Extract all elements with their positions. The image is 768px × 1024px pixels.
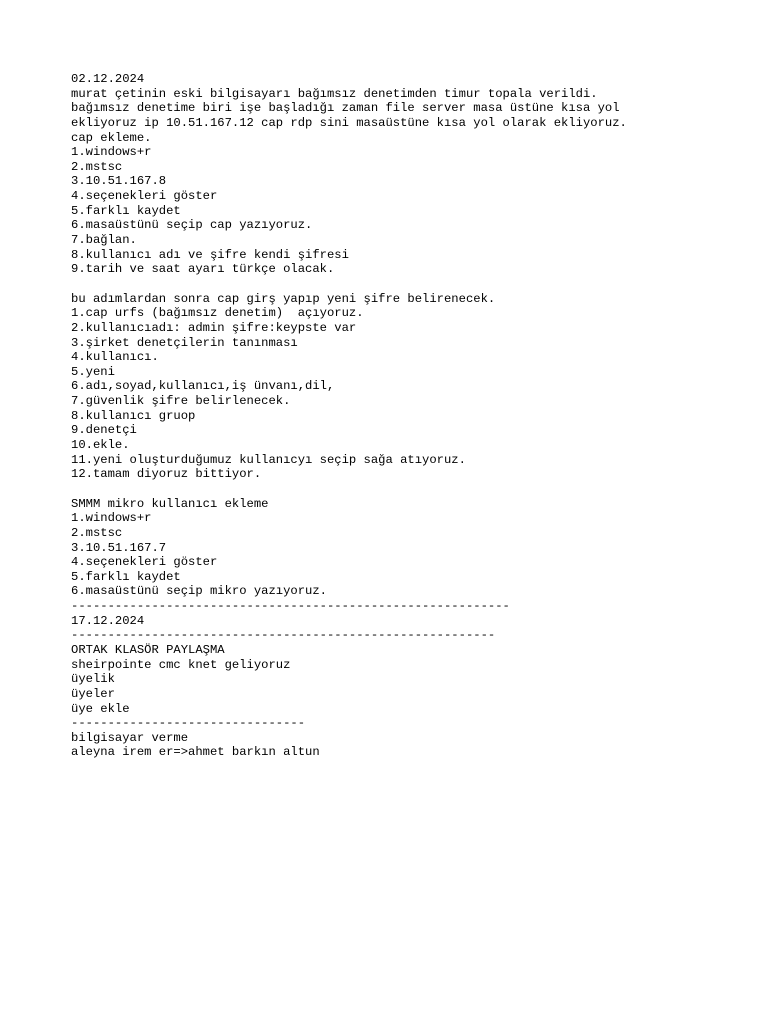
text-line: 9.denetçi (71, 423, 137, 438)
blank-line (71, 277, 751, 292)
text-line: ORTAK KLASÖR PAYLAŞMA (71, 642, 225, 657)
text-line: 4.kullanıcı. (71, 350, 159, 365)
text-line: üye ekle (71, 701, 130, 716)
text-line: SMMM mikro kullanıcı ekleme (71, 496, 269, 511)
text-line: 12.tamam diyoruz bittiyor. (71, 467, 262, 482)
blank-line (71, 482, 751, 497)
text-line: 3.10.51.167.7 (71, 540, 167, 555)
text-line: 7.güvenlik şifre belirlenecek. (71, 394, 291, 409)
text-line: 8.kullanıcı gruop (71, 408, 196, 423)
text-line: ekliyoruz ip 10.51.167.12 cap rdp sini masaüstüne kısa yol olarak ekliyoruz. (71, 115, 627, 130)
document-page (71, 72, 751, 760)
text-line: 2.mstsc (71, 159, 123, 174)
text-line: üyelik (71, 672, 115, 687)
text-line: 2.mstsc (71, 525, 123, 540)
text-line: 5.yeni (71, 364, 115, 379)
text-line: üyeler (71, 686, 115, 701)
text-line: bilgisayar verme (71, 730, 189, 745)
text-line: 5.farklı kaydet (71, 203, 181, 218)
text-line: 11.yeni oluşturduğumuz kullanıcyı seçip sağa atıyoruz. (71, 452, 466, 467)
separator-line: -------------------------------- (71, 716, 306, 731)
text-line: sheirpointe cmc knet geliyoruz (71, 657, 291, 672)
text-line: 10.ekle. (71, 438, 130, 453)
text-line: murat çetinin eski bilgisayarı bağımsız denetimden timur topala verildi. (71, 86, 598, 101)
text-line: 3.şirket denetçilerin tanınması (71, 335, 298, 350)
text-line: 02.12.2024 (71, 72, 145, 86)
text-line: 9.tarih ve saat ayarı türkçe olacak. (71, 262, 335, 277)
text-line: 3.10.51.167.8 (71, 174, 167, 189)
separator-line: ------------------------------------------------------------ (71, 599, 510, 614)
text-line: aleyna irem er=>ahmet barkın altun (71, 745, 320, 760)
text-line: 5.farklı kaydet (71, 569, 181, 584)
text-line: 6.masaüstünü seçip mikro yazıyoruz. (71, 584, 327, 599)
separator-line: ---------------------------------------------------------- (71, 628, 496, 643)
text-line: 4.seçenekleri göster (71, 555, 218, 570)
text-line: bağımsız denetime biri işe başladığı zaman file server masa üstüne kısa yol (71, 101, 620, 116)
text-line: 4.seçenekleri göster (71, 189, 218, 204)
text-line: 17.12.2024 (71, 613, 145, 628)
text-line: bu adımlardan sonra cap girş yapıp yeni şifre belirenecek. (71, 291, 496, 306)
text-line: 2.kullanıcıadı: admin şifre:keypste var (71, 320, 357, 335)
text-line: 1.windows+r (71, 511, 152, 526)
text-line: 6.masaüstünü seçip cap yazıyoruz. (71, 218, 313, 233)
text-line: 6.adı,soyad,kullanıcı,iş ünvanı,dil, (71, 379, 335, 394)
text-line: 1.cap urfs (bağımsız denetim) açıyoruz. (71, 306, 364, 321)
text-line: 1.windows+r (71, 145, 152, 160)
text-line: 8.kullanıcı adı ve şifre kendi şifresi (71, 247, 349, 262)
text-line: cap ekleme. (71, 130, 152, 145)
text-line: 7.bağlan. (71, 233, 137, 248)
